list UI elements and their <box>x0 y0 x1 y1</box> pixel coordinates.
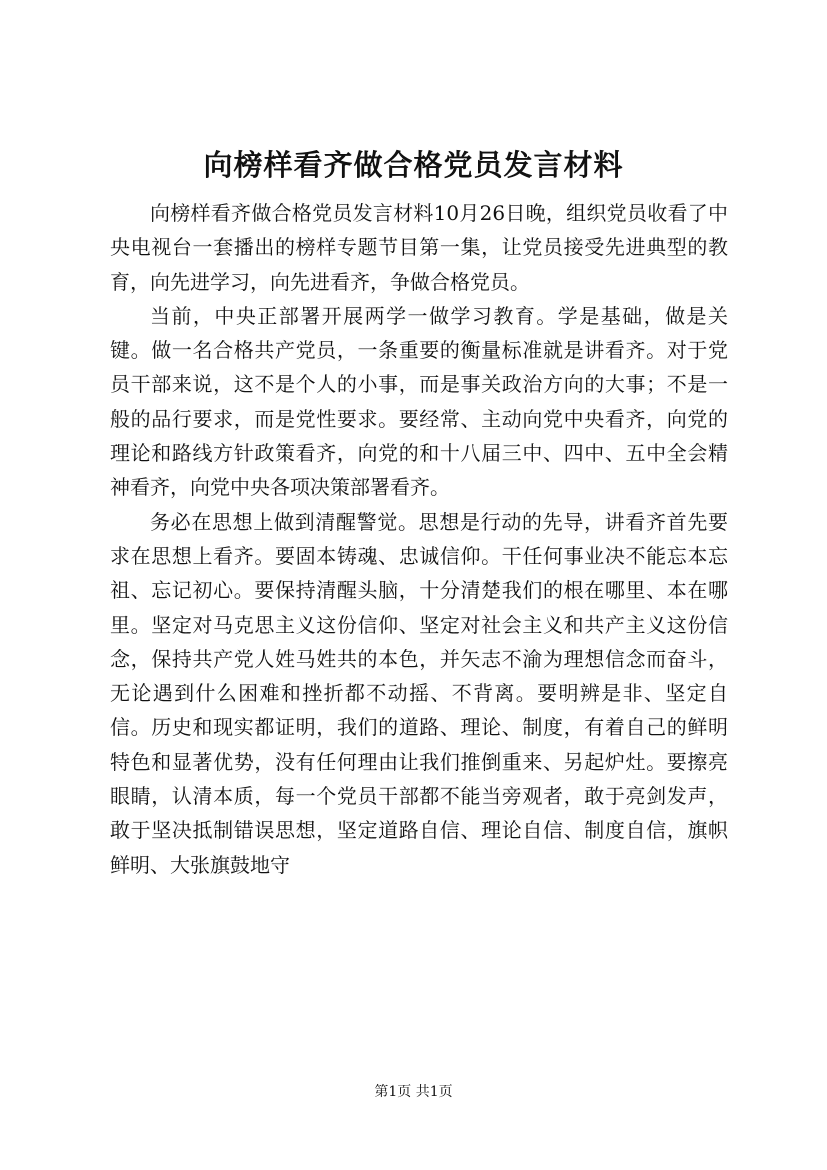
paragraph-3: 务必在思想上做到清醒警觉。思想是行动的先导，讲看齐首先要求在思想上看齐。要固本铸魂、忠诚信仰。干任何事业决不能忘本忘祖、忘记初心。要保持清醒头脑，十分清楚我们的根在哪里、本在哪里。坚定对马克思主义这份信仰、坚定对社会主义和共产主义这份信念，保持共产党人姓马姓共的本色，并矢志不渝为理想信念而奋斗，无论遇到什么困难和挫折都不动摇、不背离。要明辨是非、坚定自信。历史和现实都证明，我们的道路、理论、制度，有着自己的鲜明特色和显著优势，没有任何理由让我们推倒重来、另起炉灶。要擦亮眼睛，认清本质，每一个党员干部都不能当旁观者，敢于亮剑发声，敢于坚决抵制错误思想，坚定道路自信、理论自信、制度自信，旗帜鲜明、大张旗鼓地守 <box>110 509 728 877</box>
page-number-footer: 第1页 共1页 <box>374 1084 453 1100</box>
paragraph-1: 向榜样看齐做合格党员发言材料10月26日晚，组织党员收看了中央电视台一套播出的榜样专题节目第一集，让党员接受先进典型的教育，向先进学习，向先进看齐，争做合格党员。 <box>110 201 728 294</box>
document-title: 向榜样看齐做合格党员发言材料 <box>203 148 624 182</box>
document-body <box>110 196 728 882</box>
paragraph-2: 当前，中央正部署开展两学一做学习教育。学是基础，做是关键。做一名合格共产党员，一条重要的衡量标准就是讲看齐。对于党员干部来说，这不是个人的小事，而是事关政治方向的大事；不是一般的品行要求，而是党性要求。要经常、主动向党中央看齐，向党的理论和路线方针政策看齐，向党的和十八届三中、四中、五中全会精神看齐，向党中央各项决策部署看齐。 <box>110 303 728 500</box>
